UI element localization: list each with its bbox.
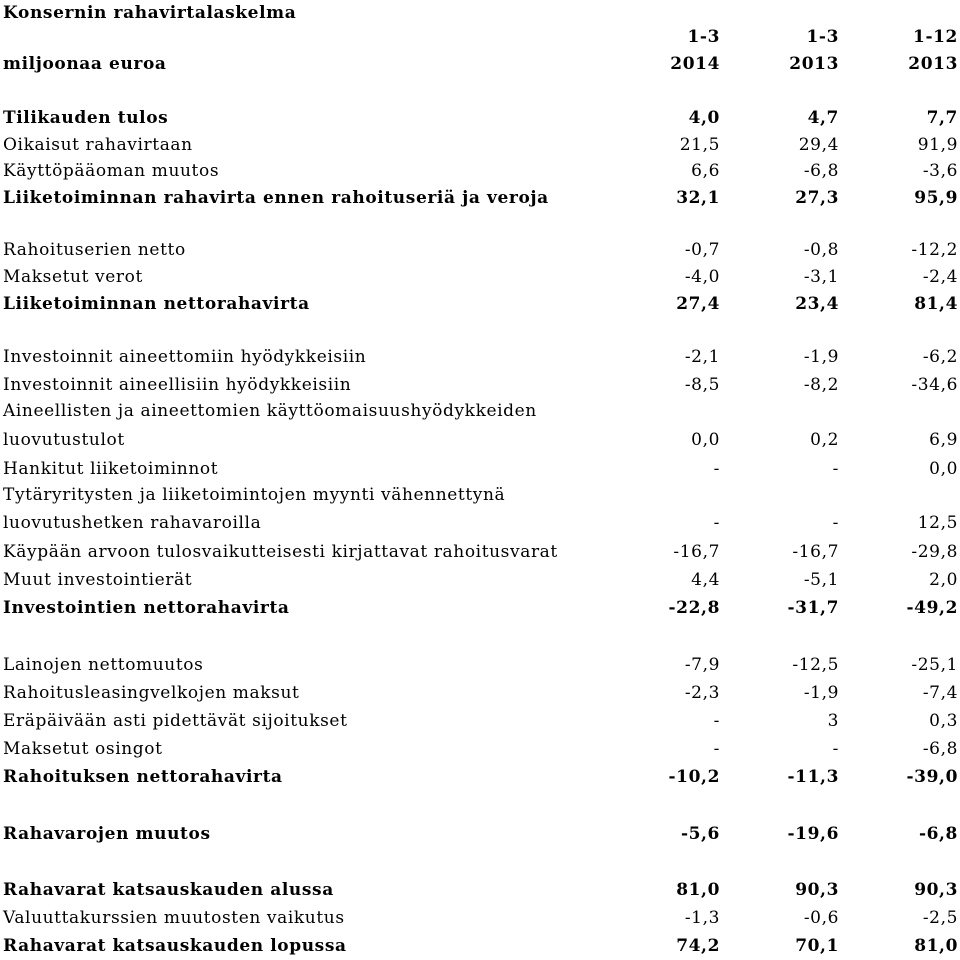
row-value-col2: -0,6 <box>803 908 839 928</box>
table-row <box>0 132 960 158</box>
col3-year: 2013 <box>908 54 958 74</box>
row-value-col1: 4,4 <box>691 570 720 590</box>
row-value-col3: -49,2 <box>906 598 958 618</box>
row-value-col1: -0,7 <box>684 240 720 260</box>
row-value-col3: 81,0 <box>914 936 958 956</box>
unit-label: miljoonaa euroa <box>3 54 167 74</box>
table-row <box>0 510 960 536</box>
row-value-col1: -4,0 <box>684 267 720 287</box>
row-value-col3: 95,9 <box>914 188 958 208</box>
row-label: Tilikauden tulos <box>3 108 169 128</box>
row-value-col2: -16,7 <box>792 542 839 562</box>
row-value-col1: -2,3 <box>684 683 720 703</box>
row-label: Liiketoiminnan nettorahavirta <box>3 294 310 314</box>
row-value-col2: - <box>832 739 839 759</box>
row-value-col3: 2,0 <box>929 570 958 590</box>
row-label: Hankitut liiketoiminnot <box>3 459 219 479</box>
row-value-col1: - <box>713 459 720 479</box>
table-row <box>0 398 960 424</box>
row-value-col1: -2,1 <box>684 347 720 367</box>
row-value-col3: -29,8 <box>911 542 958 562</box>
row-value-col3: -39,0 <box>906 767 958 787</box>
row-value-col1: 6,6 <box>691 161 720 181</box>
table-row <box>0 264 960 290</box>
row-value-col2: 23,4 <box>795 294 839 314</box>
row-value-col3: -25,1 <box>911 655 958 675</box>
row-value-col1: -10,2 <box>668 767 720 787</box>
row-value-col3: -6,2 <box>922 347 958 367</box>
row-value-col3: -6,8 <box>918 824 958 844</box>
row-value-col1: 21,5 <box>679 135 720 155</box>
row-value-col3: 81,4 <box>914 294 958 314</box>
row-value-col2: -6,8 <box>803 161 839 181</box>
col1-year: 2014 <box>670 54 720 74</box>
col2-year: 2013 <box>789 54 839 74</box>
row-value-col3: 91,9 <box>917 135 958 155</box>
row-value-col1: - <box>713 513 720 533</box>
row-label: Investointien nettorahavirta <box>3 598 290 618</box>
row-value-col2: 90,3 <box>795 880 839 900</box>
table-row <box>0 105 960 131</box>
table-row <box>0 764 960 790</box>
row-value-col1: 32,1 <box>676 188 720 208</box>
row-label: Oikaisut rahavirtaan <box>3 135 193 155</box>
row-value-col2: 0,2 <box>810 430 839 450</box>
row-label: Maksetut verot <box>3 267 143 287</box>
row-value-col2: -1,9 <box>803 683 839 703</box>
table-row <box>0 652 960 678</box>
row-value-col1: 74,2 <box>676 936 720 956</box>
row-label: Tytäryritysten ja liiketoimintojen myynti vähennettynä <box>3 485 506 505</box>
row-label: Maksetut osingot <box>3 739 163 759</box>
table-row <box>0 456 960 482</box>
table-row <box>0 291 960 317</box>
row-label: Rahavarat katsauskauden lopussa <box>3 936 347 956</box>
row-label: luovutushetken rahavaroilla <box>3 513 262 533</box>
row-value-col3: -2,4 <box>922 267 958 287</box>
table-row <box>0 539 960 565</box>
row-label: Aineellisten ja aineettomien käyttöomaisuushyödykkeiden <box>3 401 537 421</box>
row-value-col1: 4,0 <box>688 108 720 128</box>
row-value-col1: -1,3 <box>684 908 720 928</box>
row-label: Investoinnit aineellisiin hyödykkeisiin <box>3 375 352 395</box>
table-row <box>0 708 960 734</box>
row-value-col2: -0,8 <box>803 240 839 260</box>
row-label: Valuuttakurssien muutosten vaikutus <box>3 908 345 928</box>
col3-period: 1-12 <box>913 27 958 47</box>
row-label: Liiketoiminnan rahavirta ennen rahoituseriä ja veroja <box>3 188 549 208</box>
table-row <box>0 821 960 847</box>
table-row <box>0 237 960 263</box>
table-row <box>0 427 960 453</box>
row-value-col3: 7,7 <box>926 108 958 128</box>
row-label: Rahoituksen nettorahavirta <box>3 767 283 787</box>
row-value-col2: 70,1 <box>795 936 839 956</box>
table-row <box>0 344 960 370</box>
row-value-col2: -5,1 <box>803 570 839 590</box>
row-value-col2: -3,1 <box>803 267 839 287</box>
row-value-col2: -11,3 <box>787 767 839 787</box>
row-value-col2: 4,7 <box>807 108 839 128</box>
row-value-col1: 0,0 <box>691 430 720 450</box>
row-value-col3: -34,6 <box>911 375 958 395</box>
row-label: Rahavarat katsauskauden alussa <box>3 880 334 900</box>
row-value-col1: 27,4 <box>676 294 720 314</box>
row-value-col2: 3 <box>827 711 839 731</box>
row-value-col3: -6,8 <box>922 739 958 759</box>
row-label: Lainojen nettomuutos <box>3 655 204 675</box>
row-value-col3: -7,4 <box>922 683 958 703</box>
row-value-col1: -7,9 <box>684 655 720 675</box>
row-label: Investoinnit aineettomiin hyödykkeisiin <box>3 347 367 367</box>
row-value-col2: -8,2 <box>803 375 839 395</box>
row-label: Muut investointierät <box>3 570 193 590</box>
row-value-col3: 12,5 <box>917 513 958 533</box>
row-value-col3: -2,5 <box>922 908 958 928</box>
table-row <box>0 736 960 762</box>
row-label: luovutustulot <box>3 430 125 450</box>
table-row <box>0 595 960 621</box>
row-value-col1: - <box>713 739 720 759</box>
row-label: Rahoituserien netto <box>3 240 186 260</box>
row-value-col3: -12,2 <box>911 240 958 260</box>
row-value-col2: 27,3 <box>795 188 839 208</box>
header-period-row <box>0 24 960 50</box>
row-value-col3: -3,6 <box>922 161 958 181</box>
table-row <box>0 372 960 398</box>
row-value-col1: -5,6 <box>680 824 720 844</box>
col2-period: 1-3 <box>806 27 839 47</box>
row-value-col2: -1,9 <box>803 347 839 367</box>
row-value-col1: -16,7 <box>673 542 720 562</box>
table-row <box>0 482 960 508</box>
row-value-col1: -22,8 <box>668 598 720 618</box>
row-value-col3: 0,3 <box>929 711 958 731</box>
row-value-col1: - <box>713 711 720 731</box>
table-row <box>0 680 960 706</box>
table-row <box>0 877 960 903</box>
row-value-col2: - <box>832 459 839 479</box>
row-value-col3: 90,3 <box>914 880 958 900</box>
col1-period: 1-3 <box>687 27 720 47</box>
title-text: Konsernin rahavirtalaskelma <box>3 3 297 23</box>
row-label: Käypään arvoon tulosvaikutteisesti kirjattavat rahoitusvarat <box>3 542 558 562</box>
row-label: Eräpäivään asti pidettävät sijoitukset <box>3 711 348 731</box>
row-value-col1: -8,5 <box>684 375 720 395</box>
table-row <box>0 158 960 184</box>
table-row <box>0 933 960 959</box>
row-value-col1: 81,0 <box>676 880 720 900</box>
row-value-col2: -19,6 <box>787 824 839 844</box>
row-value-col2: -12,5 <box>792 655 839 675</box>
table-row <box>0 185 960 211</box>
row-label: Käyttöpääoman muutos <box>3 161 220 181</box>
row-label: Rahoitusleasingvelkojen maksut <box>3 683 300 703</box>
header-year-row <box>0 51 960 77</box>
row-value-col2: - <box>832 513 839 533</box>
row-value-col3: 0,0 <box>929 459 958 479</box>
row-value-col3: 6,9 <box>929 430 958 450</box>
row-value-col2: 29,4 <box>798 135 839 155</box>
table-row <box>0 905 960 931</box>
table-row <box>0 567 960 593</box>
row-value-col2: -31,7 <box>787 598 839 618</box>
statement-title <box>0 0 960 26</box>
row-label: Rahavarojen muutos <box>3 824 211 844</box>
